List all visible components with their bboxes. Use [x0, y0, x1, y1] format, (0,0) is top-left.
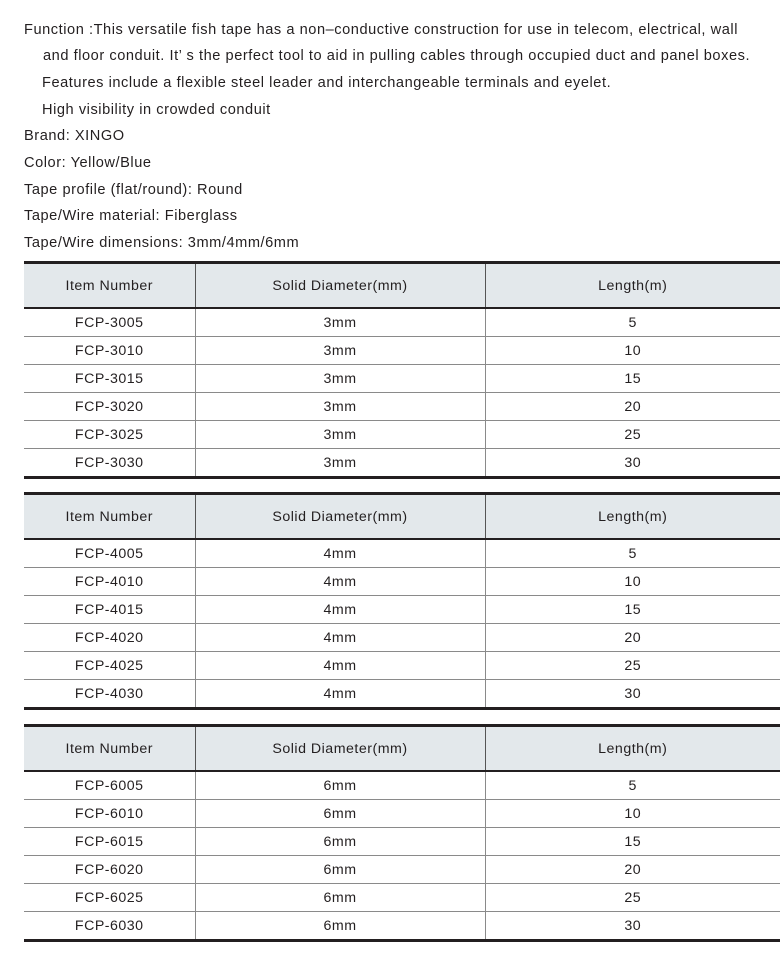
solid-diameter-cell: 3mm [195, 308, 485, 337]
solid-diameter-cell: 6mm [195, 771, 485, 800]
solid-diameter-cell: 4mm [195, 680, 485, 709]
length-cell: 5 [485, 308, 780, 337]
length-cell: 30 [485, 680, 780, 709]
item-number-cell: FCP-6025 [24, 884, 195, 912]
item-number-cell: FCP-4030 [24, 680, 195, 709]
item-number-cell: FCP-6005 [24, 771, 195, 800]
column-header-solid-diameter: Solid Diameter(mm) [195, 494, 485, 540]
table-row [24, 624, 780, 652]
length-cell: 25 [485, 884, 780, 912]
solid-diameter-cell: 3mm [195, 337, 485, 365]
length-cell: 5 [485, 771, 780, 800]
brand-attribute: Brand: XINGO [24, 128, 125, 144]
item-number-cell: FCP-4005 [24, 539, 195, 568]
table-row [24, 771, 780, 800]
solid-diameter-cell: 6mm [195, 856, 485, 884]
item-number-cell: FCP-4010 [24, 568, 195, 596]
table-row [24, 337, 780, 365]
features-line: Features include a flexible steel leader and interchangeable terminals and eyelet. [42, 75, 612, 91]
table-row [24, 568, 780, 596]
table-row [24, 308, 780, 337]
column-header-item-number: Item Number [24, 263, 195, 309]
tape-material-attribute: Tape/Wire material: Fiberglass [24, 208, 238, 224]
table-row [24, 856, 780, 884]
table-header-row [24, 494, 780, 540]
length-cell: 10 [485, 337, 780, 365]
solid-diameter-cell: 3mm [195, 421, 485, 449]
length-cell: 15 [485, 828, 780, 856]
table-row [24, 912, 780, 941]
column-header-solid-diameter: Solid Diameter(mm) [195, 263, 485, 309]
solid-diameter-cell: 6mm [195, 912, 485, 941]
item-number-cell: FCP-3020 [24, 393, 195, 421]
table-row [24, 800, 780, 828]
solid-diameter-cell: 6mm [195, 800, 485, 828]
table-header-row [24, 726, 780, 772]
solid-diameter-cell: 4mm [195, 652, 485, 680]
table-header-row [24, 263, 780, 309]
color-attribute: Color: Yellow/Blue [24, 155, 152, 171]
table-row [24, 680, 780, 709]
visibility-line: High visibility in crowded conduit [42, 102, 271, 118]
spec-table-6mm [24, 724, 780, 942]
table-row [24, 828, 780, 856]
length-cell: 25 [485, 421, 780, 449]
column-header-length: Length(m) [485, 494, 780, 540]
table-row [24, 365, 780, 393]
tape-dimensions-attribute: Tape/Wire dimensions: 3mm/4mm/6mm [24, 235, 300, 251]
table-row [24, 596, 780, 624]
solid-diameter-cell: 3mm [195, 365, 485, 393]
table-row [24, 884, 780, 912]
item-number-cell: FCP-3030 [24, 449, 195, 478]
table-row [24, 393, 780, 421]
table-row [24, 449, 780, 478]
length-cell: 10 [485, 568, 780, 596]
length-cell: 30 [485, 912, 780, 941]
solid-diameter-cell: 4mm [195, 539, 485, 568]
item-number-cell: FCP-4020 [24, 624, 195, 652]
function-line-1: Function :This versatile fish tape has a non–conductive construction for use in telecom, electrical, wall [24, 22, 738, 38]
item-number-cell: FCP-3025 [24, 421, 195, 449]
length-cell: 5 [485, 539, 780, 568]
length-cell: 10 [485, 800, 780, 828]
length-cell: 20 [485, 624, 780, 652]
solid-diameter-cell: 6mm [195, 828, 485, 856]
length-cell: 15 [485, 596, 780, 624]
item-number-cell: FCP-3015 [24, 365, 195, 393]
column-header-length: Length(m) [485, 726, 780, 772]
item-number-cell: FCP-4025 [24, 652, 195, 680]
solid-diameter-cell: 4mm [195, 568, 485, 596]
item-number-cell: FCP-4015 [24, 596, 195, 624]
solid-diameter-cell: 3mm [195, 449, 485, 478]
column-header-item-number: Item Number [24, 726, 195, 772]
item-number-cell: FCP-6030 [24, 912, 195, 941]
solid-diameter-cell: 3mm [195, 393, 485, 421]
item-number-cell: FCP-3010 [24, 337, 195, 365]
solid-diameter-cell: 6mm [195, 884, 485, 912]
solid-diameter-cell: 4mm [195, 596, 485, 624]
column-header-solid-diameter: Solid Diameter(mm) [195, 726, 485, 772]
length-cell: 20 [485, 393, 780, 421]
table-row [24, 539, 780, 568]
length-cell: 20 [485, 856, 780, 884]
table-row [24, 652, 780, 680]
column-header-length: Length(m) [485, 263, 780, 309]
length-cell: 30 [485, 449, 780, 478]
item-number-cell: FCP-3005 [24, 308, 195, 337]
solid-diameter-cell: 4mm [195, 624, 485, 652]
table-row [24, 421, 780, 449]
function-line-2: and floor conduit. It’ s the perfect tool to aid in pulling cables through occupied duct and panel boxes. [43, 48, 751, 64]
item-number-cell: FCP-6020 [24, 856, 195, 884]
length-cell: 15 [485, 365, 780, 393]
tape-profile-attribute: Tape profile (flat/round): Round [24, 182, 243, 198]
spec-table-4mm [24, 492, 780, 710]
spec-table-3mm [24, 261, 780, 479]
item-number-cell: FCP-6015 [24, 828, 195, 856]
column-header-item-number: Item Number [24, 494, 195, 540]
item-number-cell: FCP-6010 [24, 800, 195, 828]
length-cell: 25 [485, 652, 780, 680]
